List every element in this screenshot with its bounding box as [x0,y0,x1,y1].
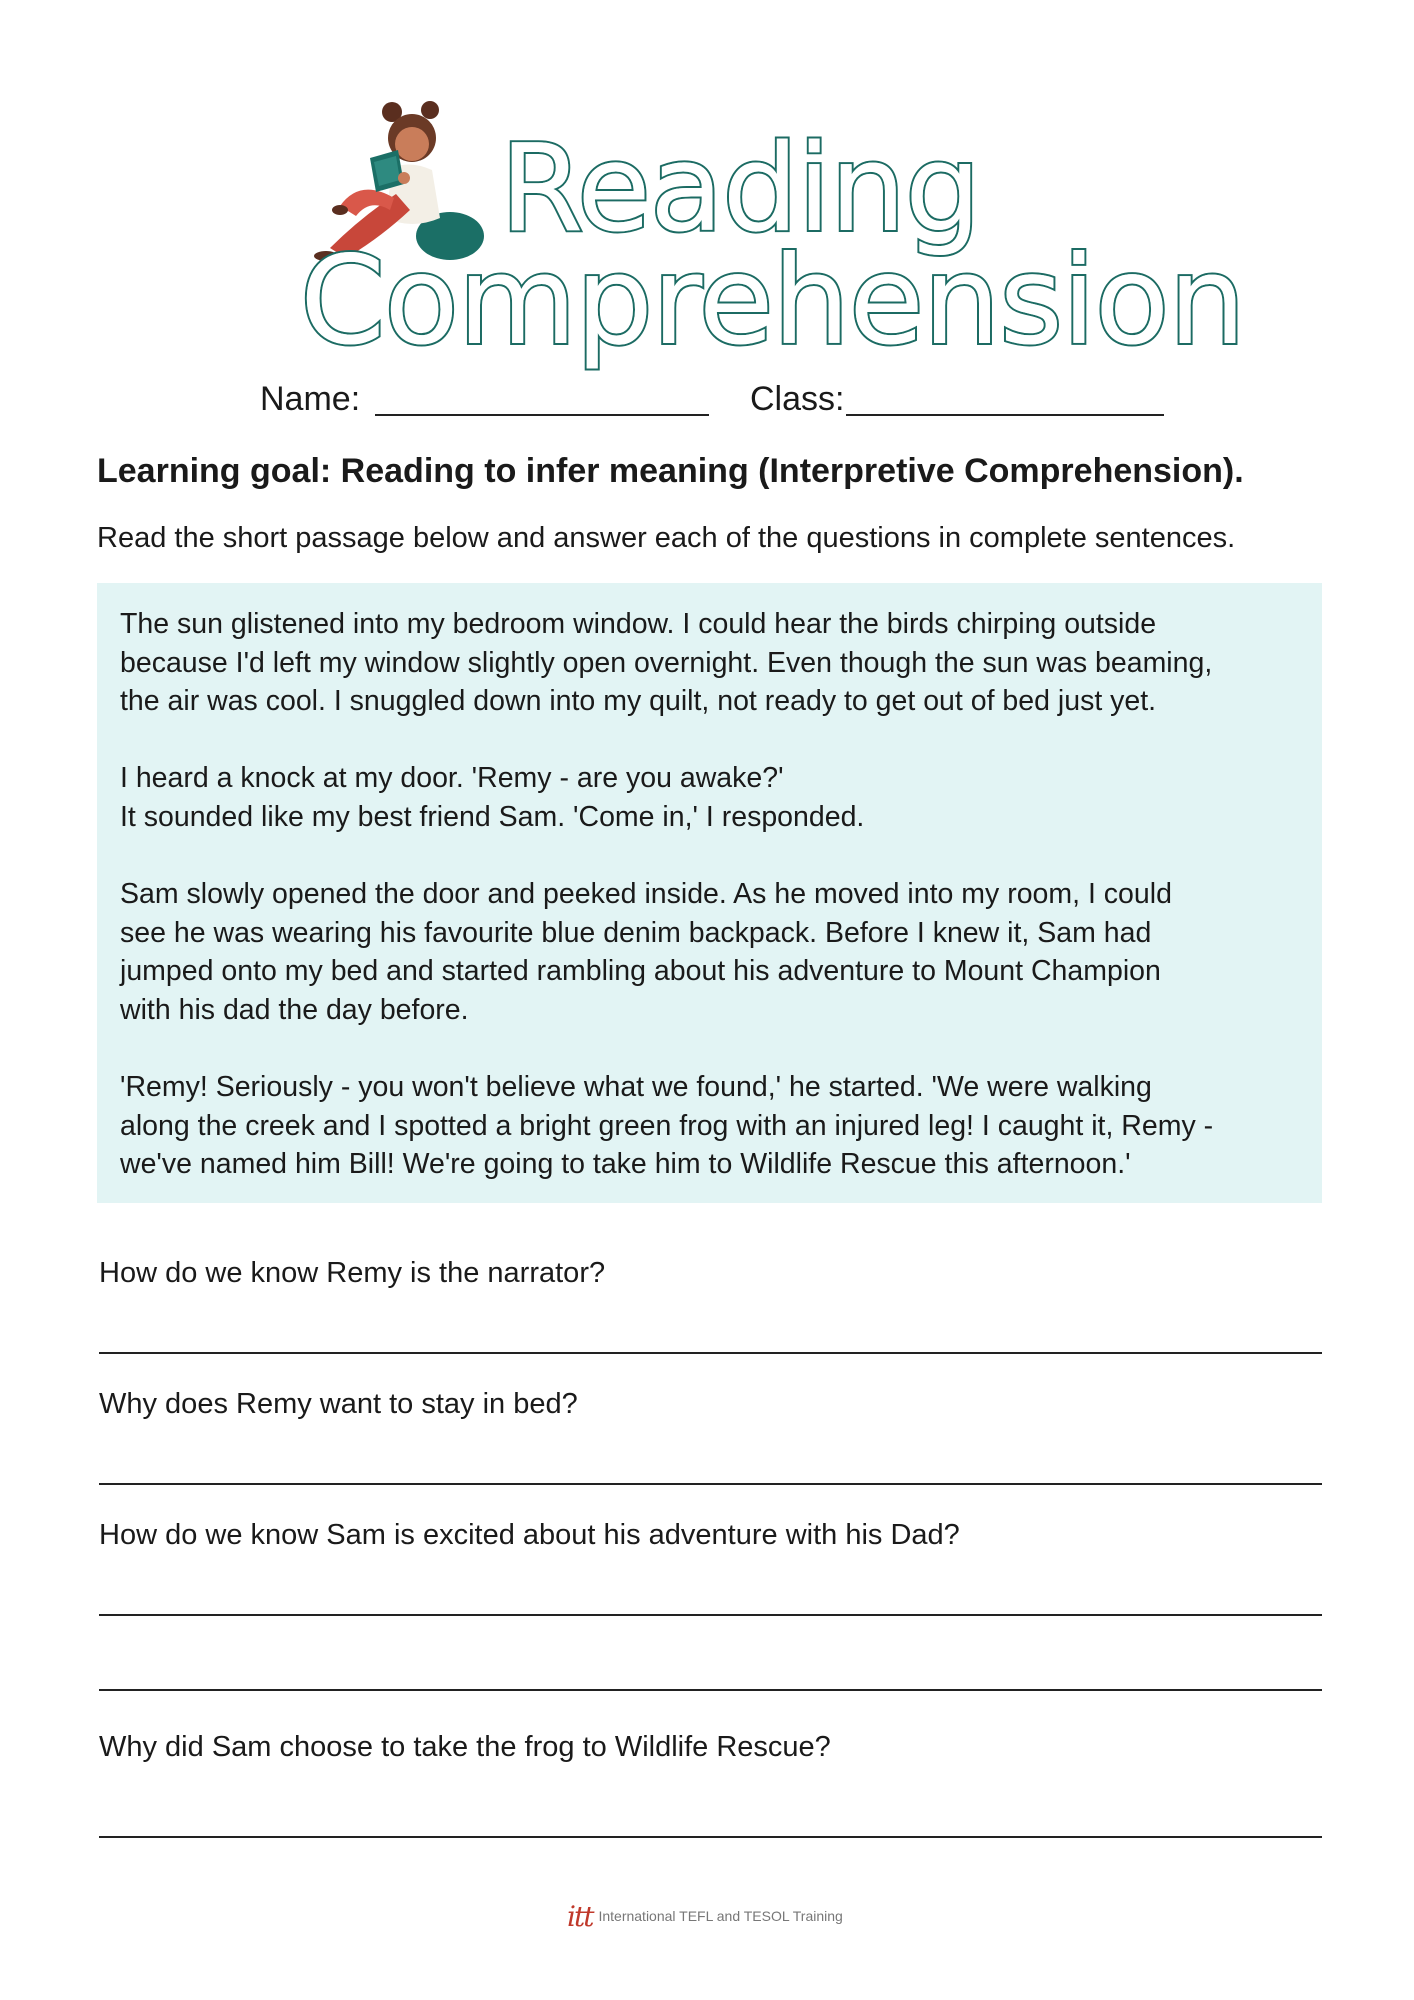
passage-paragraph-1: The sun glistened into my bedroom window. I could hear the birds chirping outside because I'd left my window slightly open overnight. Even though the sun was beaming, the air was cool. I snuggled down into my quilt, not ready to get out of bed just yet. [120,608,1213,718]
answer-line-4[interactable] [99,1836,1322,1838]
title-comprehension: Comprehension [300,230,1245,372]
question-4: Why did Sam choose to take the frog to Wildlife Rescue? [99,1731,831,1763]
question-1: How do we know Remy is the narrator? [99,1257,606,1289]
question-3: How do we know Sam is excited about his adventure with his Dad? [99,1519,960,1551]
class-label: Class: [750,380,845,418]
instructions: Read the short passage below and answer each of the questions in complete sentences. [97,522,1236,554]
learning-goal: Learning goal: Reading to infer meaning (Interpretive Comprehension). [97,452,1244,490]
answer-line-1[interactable] [99,1352,1322,1354]
footer-logo-text: International TEFL and TESOL Training [598,1908,843,1924]
passage-paragraph-2: I heard a knock at my door. 'Remy - are you awake?' It sounded like my best friend Sam. 'Come in,' I responded. [120,762,865,833]
passage-paragraph-3: Sam slowly opened the door and peeked inside. As he moved into my room, I could see he was wearing his favourite blue denim backpack. Before I knew it, Sam had jumped onto my bed and started rambling about his adventure to Mount Champion with his dad the day before. [120,878,1172,1026]
itt-logo-mark: itt [567,1899,593,1933]
answer-line-3b[interactable] [99,1689,1322,1691]
passage-box [97,583,1322,1203]
name-label: Name: [260,380,361,418]
question-2: Why does Remy want to stay in bed? [99,1388,578,1420]
answer-line-3a[interactable] [99,1614,1322,1616]
passage-paragraph-4: 'Remy! Seriously - you won't believe what we found,' he started. 'We were walking along the creek and I spotted a bright green frog with an injured leg! I caught it, Remy - we've named him Bill! We're going to take him to Wildlife Rescue this afternoon.' [120,1071,1214,1181]
footer-logo [567,1896,843,1936]
class-input-line[interactable] [846,414,1164,416]
title-reading: Reading [500,120,981,259]
answer-line-2[interactable] [99,1483,1322,1485]
name-input-line[interactable] [375,414,709,416]
